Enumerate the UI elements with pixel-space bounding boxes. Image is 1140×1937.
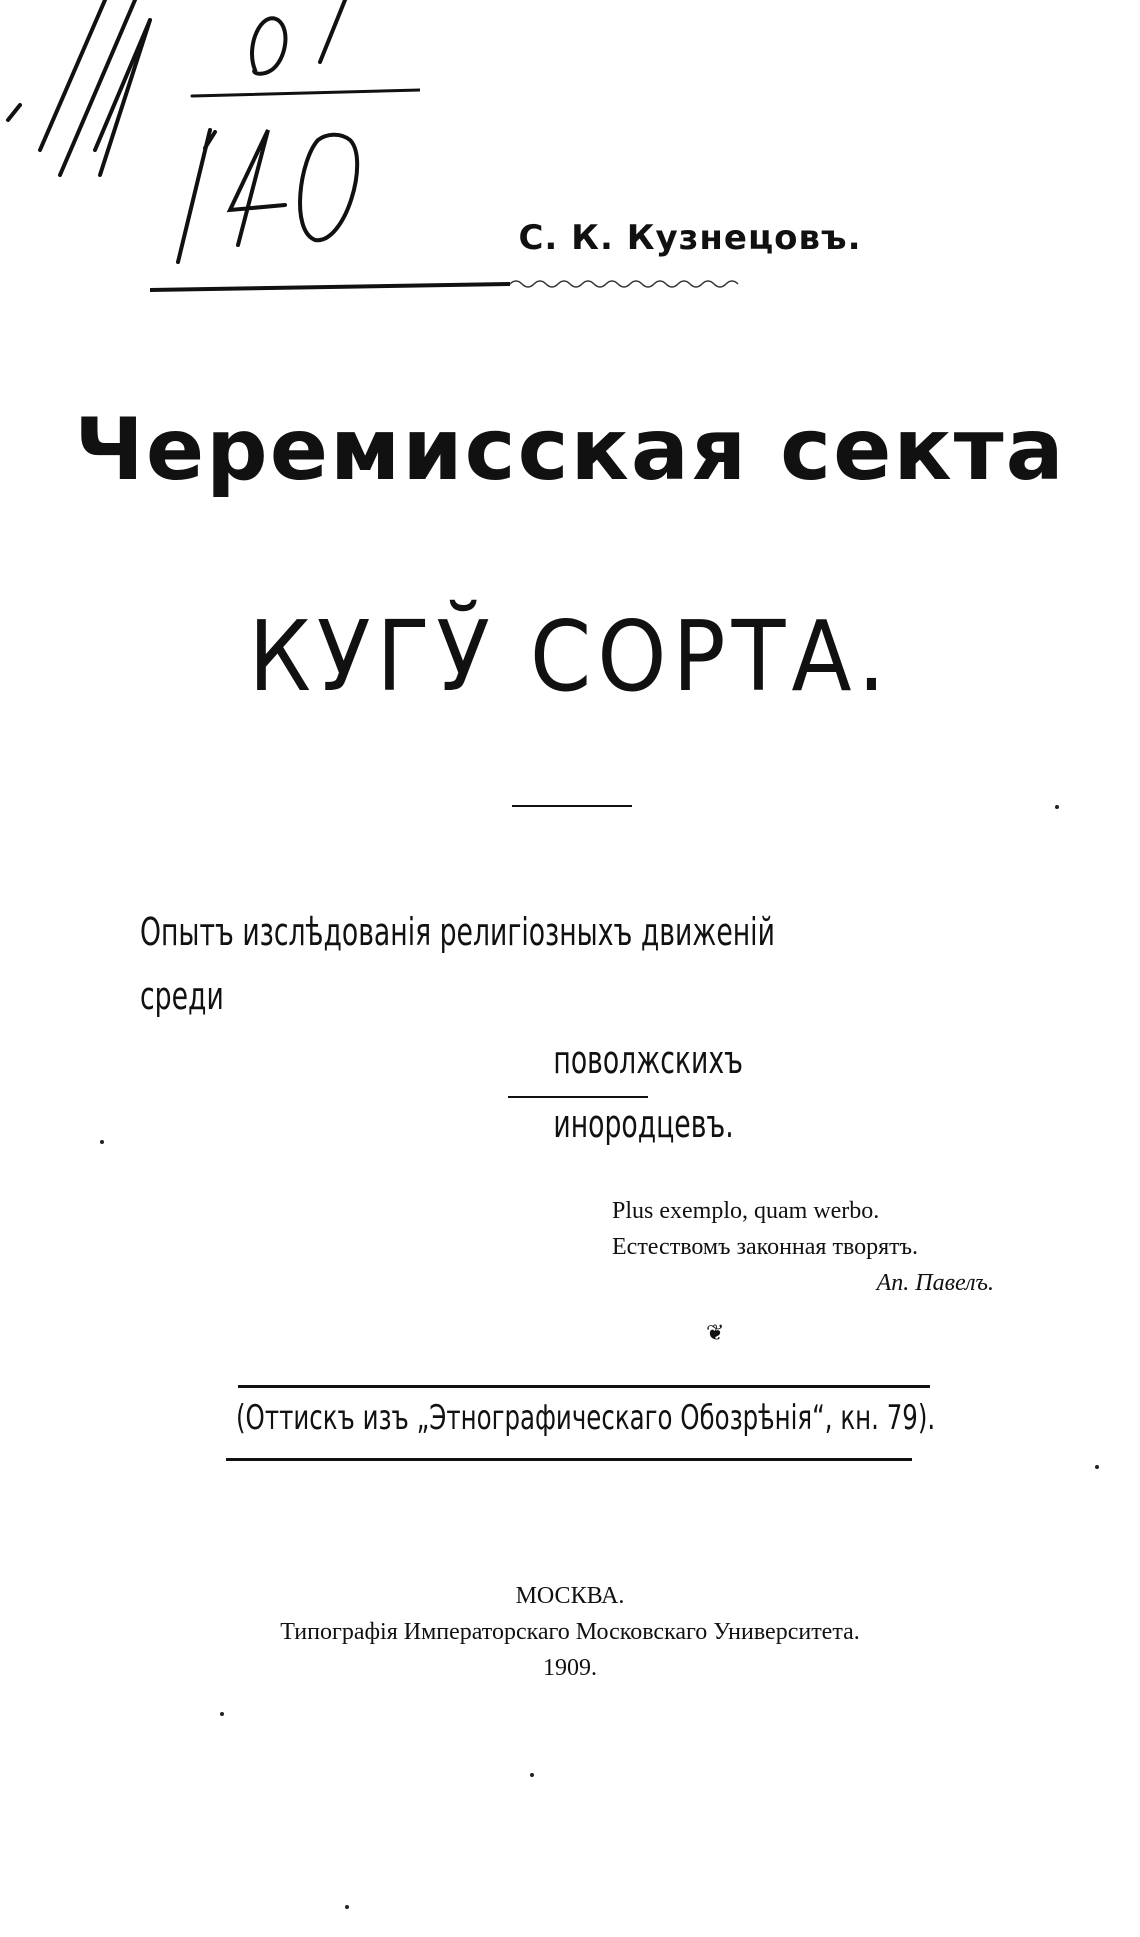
paper-speck (220, 1712, 224, 1716)
offprint-top-rule (238, 1385, 930, 1388)
imprint (0, 1578, 1140, 1686)
offprint-bottom-rule (226, 1458, 912, 1461)
paper-speck (1095, 1465, 1099, 1469)
imprint-year: 1909. (543, 1655, 597, 1681)
subtitle-line-2: поволжскихъ инородцевъ. (553, 1038, 743, 1146)
title-line-2: КУГЎ СОРТА. (248, 599, 892, 714)
epigraph (612, 1193, 1032, 1301)
subtitle-line-1: Опытъ изслѣдованія религіозныхъ движеній среди (140, 910, 775, 1018)
paper-speck (345, 1905, 349, 1909)
epigraph-line-2: Естествомъ законная творятъ. (612, 1234, 919, 1260)
divider-rule (508, 1096, 648, 1098)
paper-speck (530, 1773, 534, 1777)
epigraph-attribution: Ап. Павелъ. (876, 1270, 994, 1296)
subtitle (140, 900, 826, 1156)
ornament-icon: ❦ (706, 1320, 725, 1345)
epigraph-line-1: Plus exemplo, quam werbo. (612, 1198, 880, 1224)
author-underline (150, 276, 750, 296)
title-line-1: Черемисская секта (74, 400, 1066, 500)
offprint-note: (Оттискъ изъ „Этнографическаго Обозрѣнія“, кн. 79). (236, 1398, 936, 1438)
paper-speck (100, 1140, 104, 1144)
divider-rule (512, 805, 632, 807)
imprint-press: Типографія Императорскаго Московскаго Университета. (280, 1619, 860, 1645)
imprint-city: МОСКВА. (515, 1583, 625, 1609)
author-name: С. К. Кузнецовъ. (518, 218, 862, 258)
paper-speck (1055, 805, 1059, 809)
